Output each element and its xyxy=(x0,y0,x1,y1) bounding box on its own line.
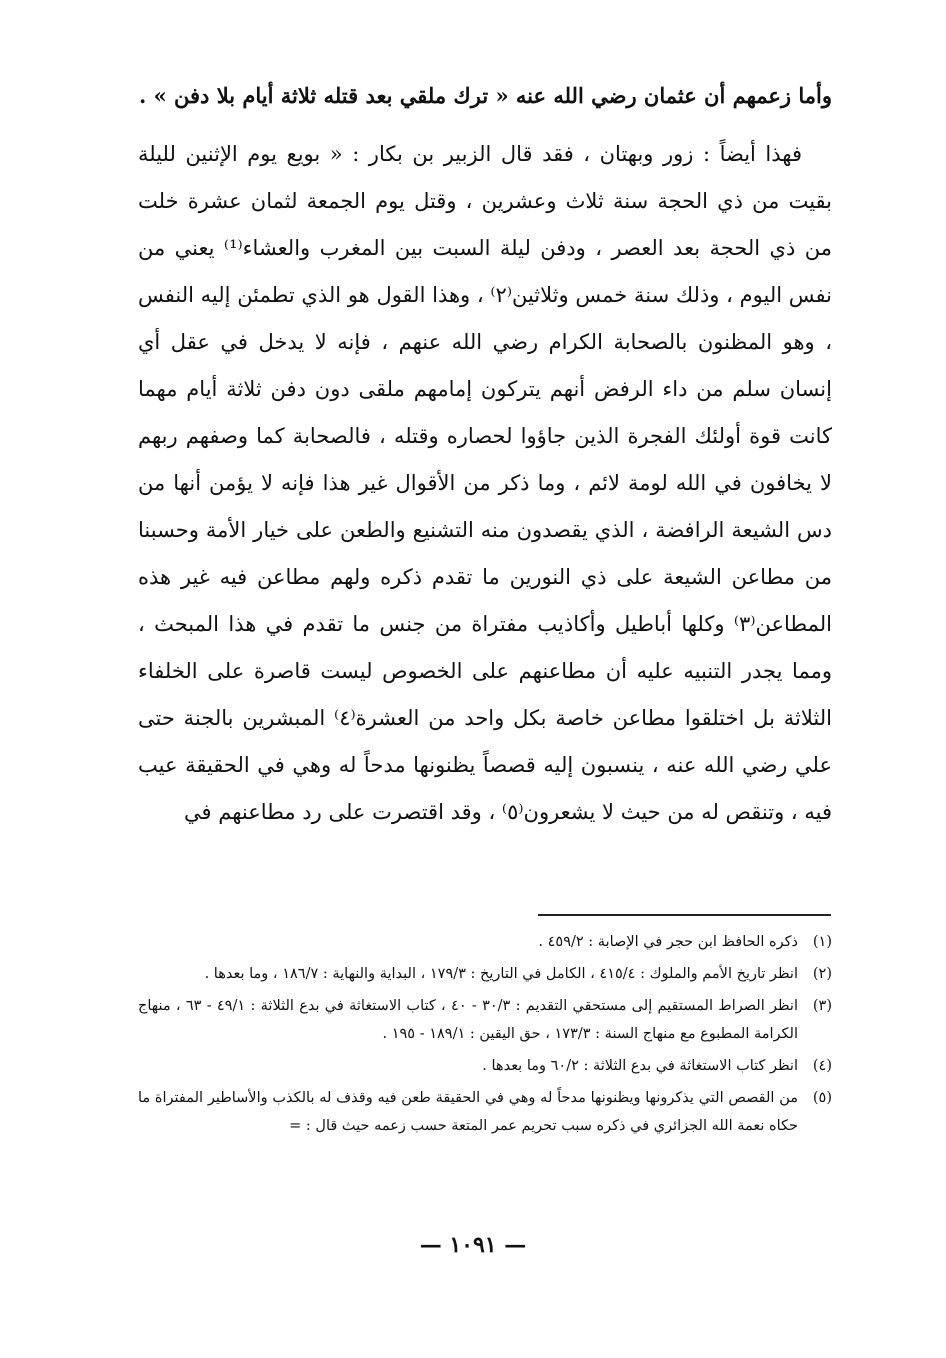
footnote-number: (٤) xyxy=(812,1058,832,1074)
footnote-1 xyxy=(138,928,832,956)
footnote-4 xyxy=(138,1052,832,1080)
footnote-number: (٥) xyxy=(812,1090,832,1106)
footnote-number: (١) xyxy=(812,934,832,950)
footnote-text: انظر الصراط المستقيم إلى مستحقي التقديم : ٣٠/٣ - ٤٠ ، كتاب الاستغاثة في بدع الثلاثة : ٤٩/١ - ٦٣ ، منهاج الكرامة المطبوع مع منهاج السنة : ١٧٣/٣ ، حق اليقين : ١٨٩/١ - ١٩٥ . xyxy=(138,998,798,1042)
footnotes-block xyxy=(138,928,832,1144)
body-paragraph: فهذا أيضاً : زور وبهتان ، فقد قال الزبير بن بكار : « بويع يوم الإثنين لليلة بقيت من ذي الحجة سنة ثلاث وعشرين ، وقتل يوم الجمعة لثمان عشرة خلت من ذي الحجة بعد العصر ، ودفن ليلة السبت بين المغرب والعشاء⁽¹⁾ يعني من نفس اليوم ، وذلك سنة خمس وثلاثين⁽٢⁾ ، وهذا القول هو الذي تطمئن إليه النفس ، وهو المظنون بالصحابة الكرام رضي الله عنهم ، فإنه لا يدخل في عقل أي إنسان سلم من داء الرفض أنهم يتركون إمامهم ملقى دون دفن ثلاثة أيام مهما كانت قوة أولئك الفجرة الذين جاؤوا لحصاره وقتله ، فالصحابة كما وصفهم ربهم لا يخافون في الله لومة لائم ، وما ذكر من الأقوال غير هذا فإنه لا يؤمن أنها من دس الشيعة الرافضة ، الذي يقصدون منه التشنيع والطعن على خيار الأمة وحسبنا من مطاعن الشيعة على ذي النورين ما تقدم ذكره ولهم مطاعن فيه غير هذه المطاعن⁽٣⁾ وكلها أباطيل وأكاذيب مفتراة من جنس ما تقدم في هذا المبحث ، ومما يجدر التنبيه عليه أن مطاعنهم على الخصوص ليست قاصرة على الخلفاء الثلاثة بل اختلقوا مطاعن خاصة بكل واحد من العشرة⁽٤⁾ المبشرين بالجنة حتى علي رضي الله عنه ، ينسبون إليه قصصاً يظنونها مدحاً له وهي في الحقيقة عيب فيه ، وتنقص له من حيث لا يشعرون⁽٥⁾ ، وقد اقتصرت على رد مطاعنهم في xyxy=(138,142,833,824)
footnote-separator xyxy=(538,914,831,916)
footnote-text: انظر تاريخ الأمم والملوك : ٤١٥/٤ ، الكامل في التاريخ : ١٧٩/٣ ، البداية والنهاية : ١٨٦/٧ ، وما بعدها . xyxy=(204,966,798,982)
footnote-number: (٣) xyxy=(812,998,832,1014)
footnote-3 xyxy=(138,992,832,1048)
main-text-block xyxy=(138,72,832,836)
footnote-5 xyxy=(138,1084,832,1140)
footnote-2 xyxy=(138,960,832,988)
footnote-number: (٢) xyxy=(812,966,832,982)
page-number: — ١٠٩١ — xyxy=(419,1232,527,1258)
footnote-text: ذكره الحافظ ابن حجر في الإصابة : ٤٥٩/٢ . xyxy=(538,934,798,950)
footnote-text: انظر كتاب الاستغاثة في بدع الثلاثة : ٦٠/٢ وما بعدها . xyxy=(482,1058,798,1074)
section-heading: وأما زعمهم أن عثمان رضي الله عنه « ترك ملقي بعد قتله ثلاثة أيام بلا دفن » . xyxy=(138,83,832,108)
footnote-text: من القصص التي يذكرونها ويظنونها مدحاً له وهي في الحقيقة طعن فيه وقذف له بالكذب والأساطير المفتراة ما حكاه نعمة الله الجزائري في ذكره سبب تحريم عمر المتعة حسب زعمه حيث قال : = xyxy=(138,1090,798,1134)
